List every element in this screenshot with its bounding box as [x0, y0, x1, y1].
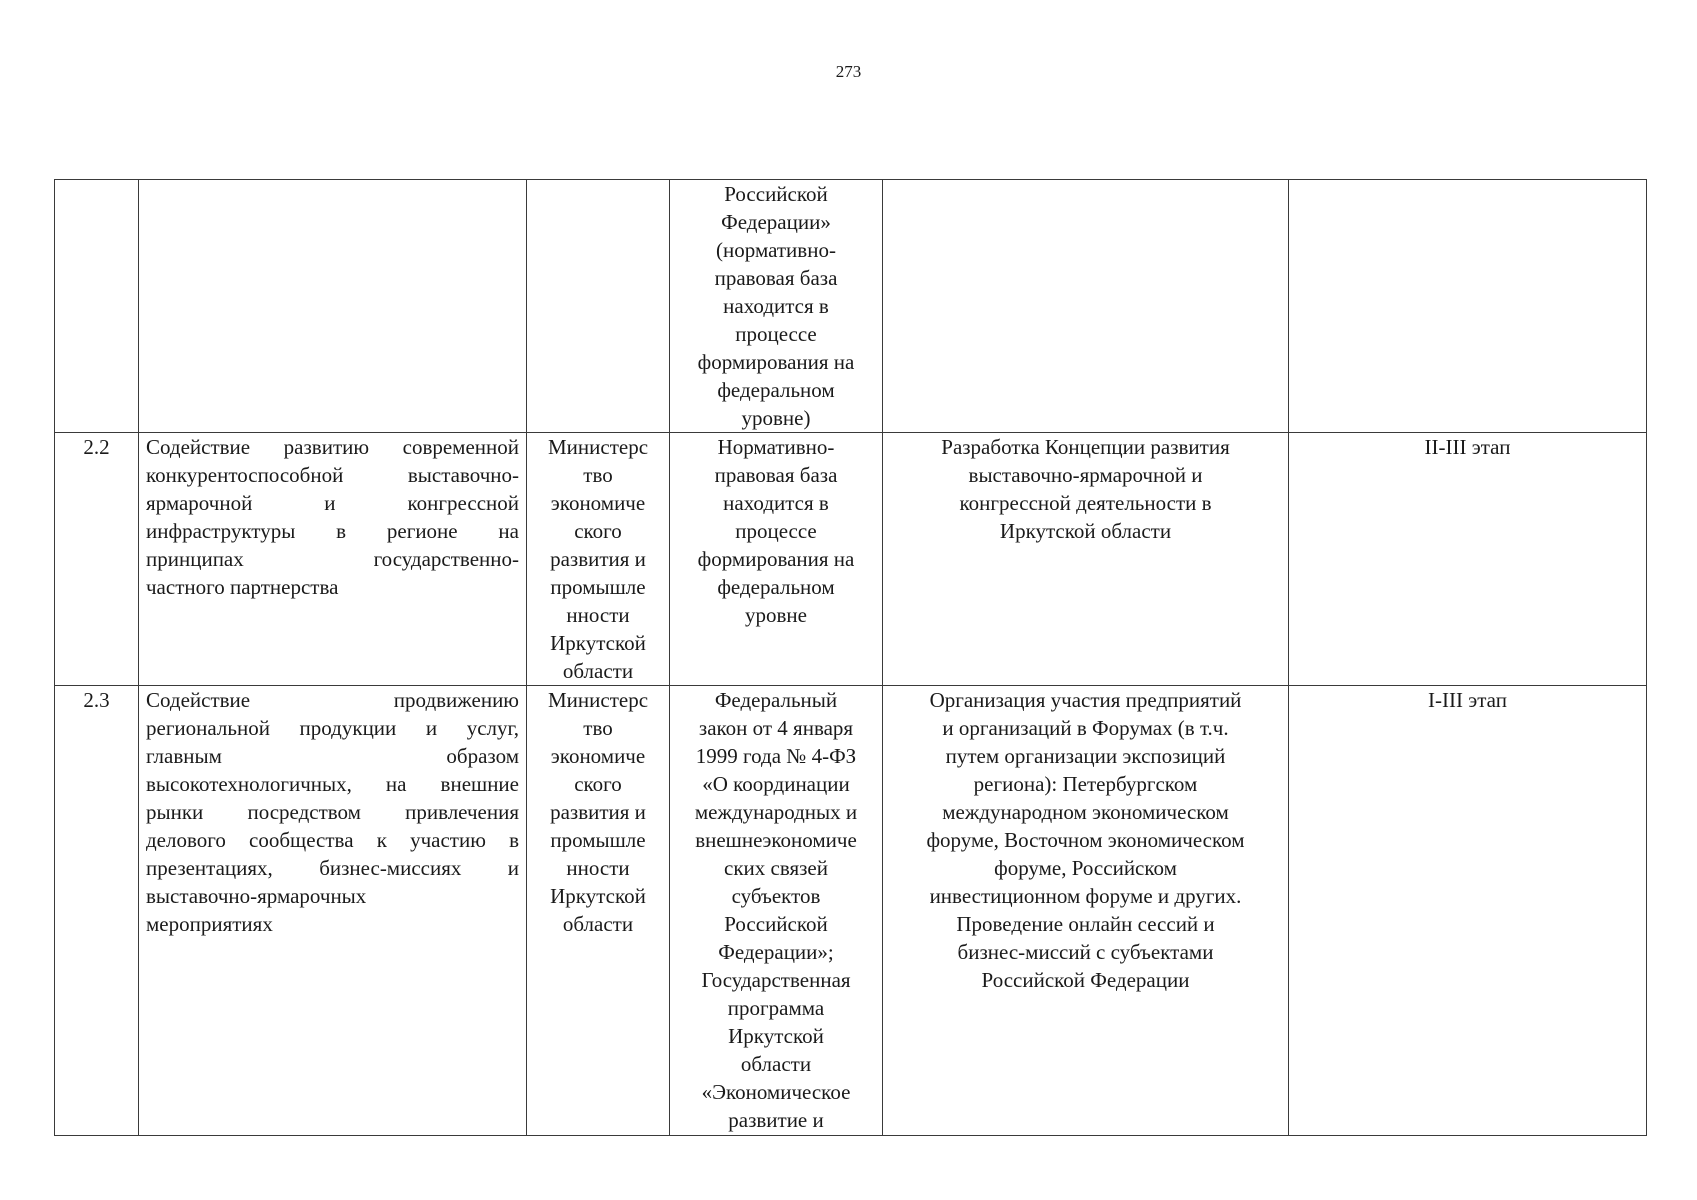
- measure-name-line: конкурентоспособной выставочно-: [146, 463, 519, 487]
- measure-name: [139, 433, 527, 686]
- measure-name-line: рынки посредством привлечения: [146, 800, 519, 824]
- table-row: [55, 433, 1647, 686]
- executor-line: ского: [574, 772, 622, 796]
- legal-basis-line: 1999 года № 4-ФЗ: [695, 744, 857, 768]
- legal-basis-line: процессе: [735, 322, 817, 346]
- expected-result-line: форуме, Российском: [994, 856, 1177, 880]
- measure-name-line: выставочно-ярмарочных: [146, 884, 367, 908]
- executor-line: Иркутской: [550, 631, 646, 655]
- executor-line: Министерс: [547, 688, 649, 712]
- stage: II-III этап: [1289, 433, 1647, 686]
- measure-name-line: главным образом: [146, 744, 519, 768]
- expected-result-line: выставочно-ярмарочной и: [968, 463, 1203, 487]
- measure-name-line: частного партнерства: [146, 575, 339, 599]
- expected-result-line: региона): Петербургском: [973, 772, 1198, 796]
- measure-name-line: инфраструктуры в регионе на: [146, 519, 519, 543]
- expected-result-line: конгрессной деятельности в: [959, 491, 1212, 515]
- legal-basis-line: Федерации»;: [718, 940, 834, 964]
- legal-basis-line: процессе: [735, 519, 817, 543]
- page-number: 273: [835, 62, 862, 81]
- executor-line: Министерс: [547, 435, 649, 459]
- executor-line: нности: [566, 856, 630, 880]
- legal-basis-line: области: [740, 1052, 812, 1076]
- legal-basis-line: внешнеэкономиче: [695, 828, 857, 852]
- legal-basis-line: Российской: [724, 912, 828, 936]
- measure-name-line: делового сообщества к участию в: [146, 828, 519, 852]
- expected-result: [883, 433, 1289, 686]
- executor-line: экономиче: [550, 491, 646, 515]
- executor-line: тво: [583, 463, 613, 487]
- executor-line: развития и: [550, 800, 646, 824]
- legal-basis-line: международных и: [694, 800, 858, 824]
- expected-result-line: бизнес-миссий с субъектами: [957, 940, 1214, 964]
- legal-basis-line: ских связей: [724, 856, 828, 880]
- executor: [527, 433, 670, 686]
- expected-result-line: Организация участия предприятий: [929, 688, 1242, 712]
- legal-basis-line: находится в: [723, 294, 829, 318]
- legal-basis-line: уровне: [745, 603, 807, 627]
- legal-basis-line: Нормативно-: [717, 435, 835, 459]
- expected-result-line: Российской Федерации: [981, 968, 1190, 992]
- executor: [527, 686, 670, 1136]
- measure-name-line: региональной продукции и услуг,: [146, 716, 519, 740]
- stage: [1289, 180, 1647, 433]
- executor: [527, 180, 670, 433]
- legal-basis-line: Российской: [724, 182, 828, 206]
- legal-basis-line: «Экономическое: [701, 1080, 851, 1104]
- expected-result-line: форуме, Восточном экономическом: [926, 828, 1245, 852]
- legal-basis-line: субъектов: [731, 884, 821, 908]
- legal-basis-line: программа: [727, 996, 825, 1020]
- legal-basis-line: Федерации»: [721, 210, 831, 234]
- stage: I-III этап: [1289, 686, 1647, 1136]
- measure-name-line: презентациях, бизнес-миссиях и: [146, 856, 519, 880]
- executor-line: развития и: [550, 547, 646, 571]
- measure-name-line: ярмарочной и конгрессной: [146, 491, 519, 515]
- expected-result-line: и организаций в Форумах (в т.ч.: [942, 716, 1229, 740]
- measure-name-line: Содействие развитию современной: [146, 435, 519, 459]
- expected-result-line: Разработка Концепции развития: [941, 435, 1230, 459]
- measure-name-line: высокотехнологичных, на внешние: [146, 772, 519, 796]
- expected-result-line: международном экономическом: [942, 800, 1229, 824]
- measure-name-line: мероприятиях: [146, 912, 273, 936]
- measure-name-line: принципах государственно-: [146, 547, 519, 571]
- executor-line: ского: [574, 519, 622, 543]
- legal-basis-line: «О координации: [702, 772, 850, 796]
- expected-result: [883, 686, 1289, 1136]
- executor-line: области: [562, 659, 634, 683]
- legal-basis: [670, 686, 883, 1136]
- measure-name: [139, 686, 527, 1136]
- measure-name: [139, 180, 527, 433]
- expected-result: [883, 180, 1289, 433]
- legal-basis-line: федеральном: [717, 378, 835, 402]
- legal-basis-line: правовая база: [714, 463, 838, 487]
- expected-result-line: Иркутской области: [999, 519, 1172, 543]
- expected-result-line: Проведение онлайн сессий и: [956, 912, 1215, 936]
- legal-basis-line: Государственная: [701, 968, 851, 992]
- item-number: 2.2: [55, 433, 139, 686]
- executor-line: экономиче: [550, 744, 646, 768]
- executor-line: тво: [583, 716, 613, 740]
- item-number: [55, 180, 139, 433]
- legal-basis-line: развитие и: [728, 1108, 824, 1132]
- legal-basis: [670, 180, 883, 433]
- legal-basis-line: закон от 4 января: [698, 716, 854, 740]
- measures-table: [54, 179, 1647, 1136]
- executor-line: нности: [566, 603, 630, 627]
- executor-line: промышле: [550, 828, 646, 852]
- expected-result-line: инвестиционном форуме и других.: [929, 884, 1242, 908]
- legal-basis-line: федеральном: [717, 575, 835, 599]
- executor-line: Иркутской: [550, 884, 646, 908]
- item-number: 2.3: [55, 686, 139, 1136]
- legal-basis-line: Иркутской: [728, 1024, 824, 1048]
- legal-basis: [670, 433, 883, 686]
- legal-basis-line: находится в: [723, 491, 829, 515]
- legal-basis-line: уровне): [741, 406, 811, 430]
- table-row: [55, 180, 1647, 433]
- executor-line: промышле: [550, 575, 646, 599]
- legal-basis-line: (нормативно-: [716, 238, 836, 262]
- measure-name-line: Содействие продвижению: [146, 688, 519, 712]
- executor-line: области: [562, 912, 634, 936]
- expected-result-line: путем организации экспозиций: [945, 744, 1226, 768]
- legal-basis-line: Федеральный: [714, 688, 838, 712]
- legal-basis-line: формирования на: [697, 350, 855, 374]
- legal-basis-line: формирования на: [697, 547, 855, 571]
- legal-basis-line: правовая база: [714, 266, 838, 290]
- table-row: [55, 686, 1647, 1136]
